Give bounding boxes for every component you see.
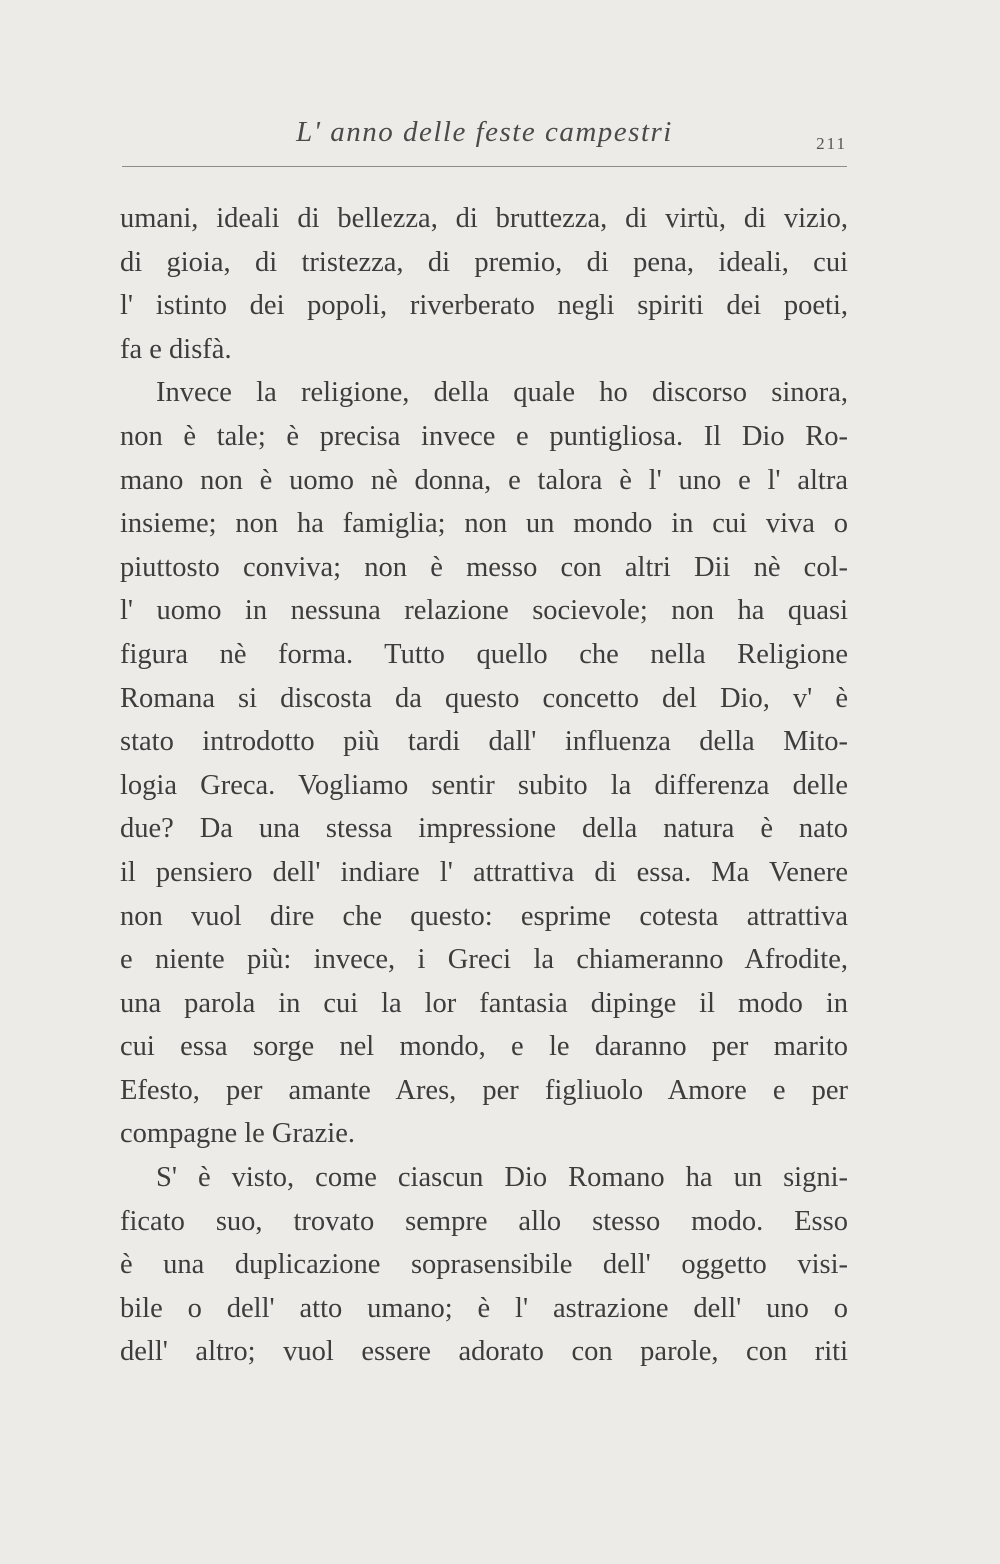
text-line: cui essa sorge nel mondo, e le daranno per marito	[120, 1031, 848, 1063]
text-line: bile o dell' atto umano; è l' astrazione dell' uno o	[120, 1292, 848, 1324]
page-header	[122, 112, 847, 172]
text-line: Invece la religione, della quale ho discorso sinora,	[156, 377, 848, 409]
page-number: 211	[816, 134, 847, 153]
text-line: l' uomo in nessuna relazione socievole; non ha quasi	[120, 595, 848, 627]
text-line: Efesto, per amante Ares, per figliuolo Amore e per	[120, 1074, 848, 1106]
text-line: il pensiero dell' indiare l' attrattiva di essa. Ma Venere	[120, 856, 848, 888]
text-line: figura nè forma. Tutto quello che nella Religione	[120, 638, 848, 670]
text-line: insieme; non ha famiglia; non un mondo in cui viva o	[120, 508, 848, 540]
text-line: umani, ideali di bellezza, di bruttezza, di virtù, di vizio,	[120, 203, 848, 234]
text-line: mano non è uomo nè donna, e talora è l' uno e l' altra	[120, 464, 848, 496]
text-line: e niente più: invece, i Greci la chiameranno Afrodite,	[120, 944, 848, 976]
text-line: S' è visto, come ciascun Dio Romano ha un signi-	[156, 1162, 848, 1194]
text-line: due? Da una stessa impressione della natura è nato	[120, 813, 848, 845]
text-line: l' istinto dei popoli, riverberato negli spiriti dei poeti,	[120, 290, 848, 322]
text-line: non è tale; è precisa invece e puntigliosa. Il Dio Ro-	[120, 420, 848, 452]
text-line: Romana si discosta da questo concetto del Dio, v' è	[120, 682, 848, 714]
text-line: ficato suo, trovato sempre allo stesso modo. Esso	[120, 1205, 848, 1237]
running-title: L' anno delle feste campestri	[296, 116, 673, 148]
text-line: dell' altro; vuol essere adorato con parole, con riti	[120, 1336, 848, 1368]
text-line: di gioia, di tristezza, di premio, di pena, ideali, cui	[120, 246, 848, 278]
text-line: fa e disfà.	[120, 333, 232, 365]
text-line: compagne le Grazie.	[120, 1118, 355, 1150]
body-text	[120, 197, 848, 1374]
text-line: non vuol dire che questo: esprime cotesta attrattiva	[120, 900, 848, 932]
text-line: logia Greca. Vogliamo sentir subito la differenza delle	[120, 769, 848, 801]
header-rule	[122, 166, 847, 167]
text-line: piuttosto conviva; non è messo con altri Dii nè col-	[120, 551, 848, 583]
text-line: una parola in cui la lor fantasia dipinge il modo in	[120, 987, 848, 1019]
text-line: stato introdotto più tardi dall' influenza della Mito-	[120, 726, 848, 758]
text-line: è una duplicazione soprasensibile dell' oggetto visi-	[120, 1249, 848, 1281]
